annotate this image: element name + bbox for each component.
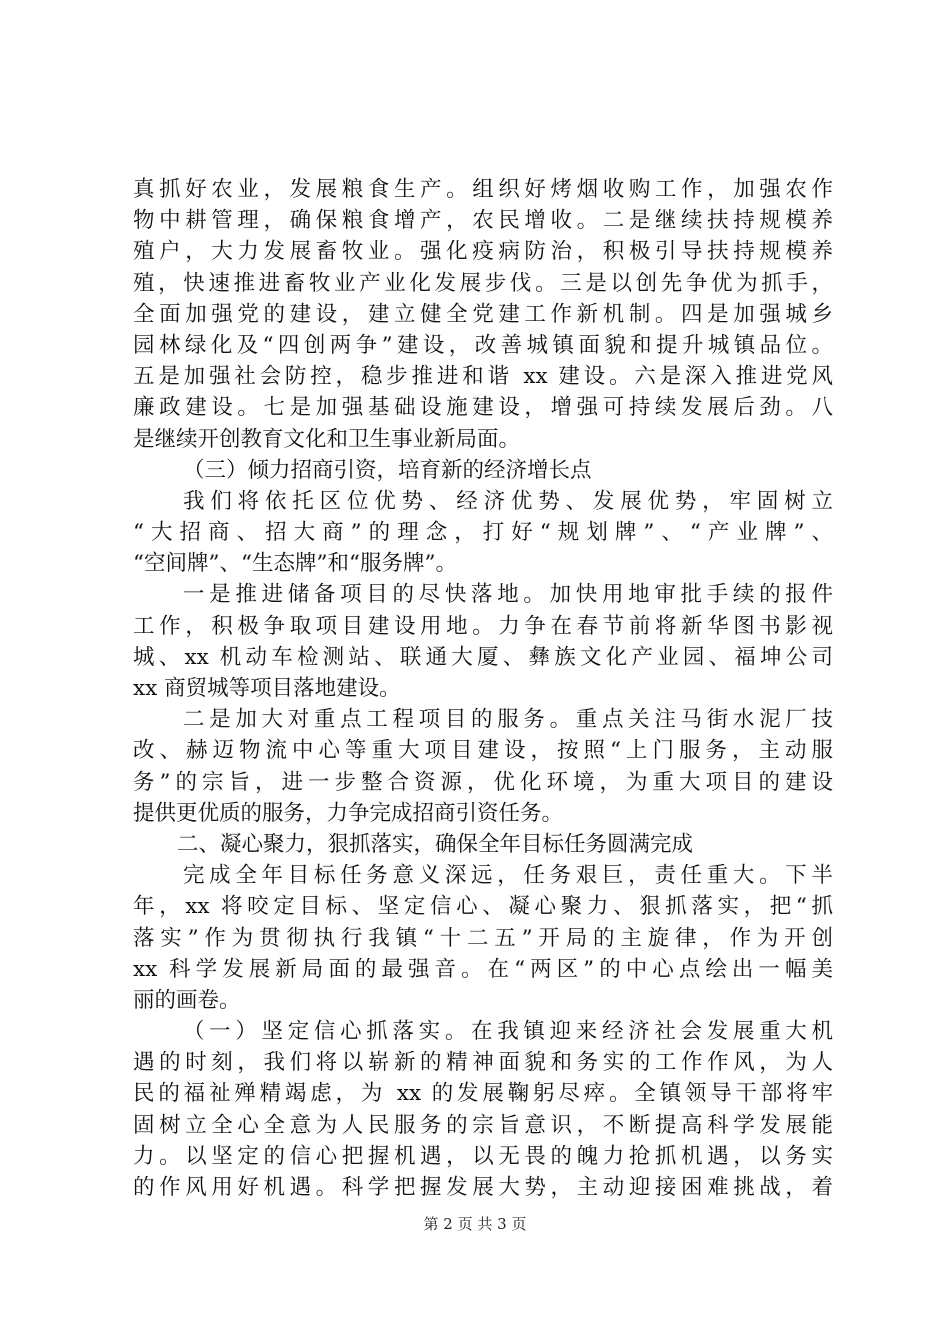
text-line: 提供更优质的服务，力争完成招商引资任务。 bbox=[133, 800, 564, 826]
text-line: 五是加强社会防控，稳步推进和谐 xx 建设。六是深入推进党风 bbox=[133, 364, 833, 390]
text-line: 一是推进储备项目的尽快落地。加快用地审批手续的报件 bbox=[183, 582, 833, 608]
section-heading: 二、凝心聚力，狠抓落实，确保全年目标任务圆满完成 bbox=[177, 831, 694, 857]
text-line: 固树立全心全意为人民服务的宗旨意识，不断提高科学发展能 bbox=[133, 1112, 833, 1138]
text-line: 园林绿化及“四创两争”建设，改善城镇面貌和提升城镇品位。 bbox=[133, 332, 833, 358]
text-line: 工作，积极争取项目建设用地。力争在春节前将新华图书影视 bbox=[133, 613, 833, 639]
page-number-label: 第 2 页 共 3 页 bbox=[423, 1215, 527, 1233]
text-line: 改、赫迈物流中心等重大项目建设，按照“上门服务，主动服 bbox=[133, 738, 833, 764]
text-line: 我们将依托区位优势、经济优势、发展优势，牢固树立 bbox=[183, 488, 833, 514]
text-line: 丽的画卷。 bbox=[133, 987, 241, 1013]
text-line: 殖，快速推进畜牧业产业化发展步伐。三是以创先争优为抓手， bbox=[133, 270, 833, 296]
text-line: 殖户，大力发展畜牧业。强化疫病防治，积极引导扶持规模养 bbox=[133, 239, 833, 265]
text-line: 城、xx 机动车检测站、联通大厦、彝族文化产业园、福坤公司 bbox=[133, 644, 833, 670]
document-body bbox=[133, 174, 833, 1203]
text-line: “空间牌”、“生态牌”和“服务牌”。 bbox=[133, 551, 457, 577]
text-line: xx 商贸城等项目落地建设。 bbox=[133, 676, 401, 701]
text-line: 力。以坚定的信心把握机遇，以无畏的魄力抢抓机遇，以务实 bbox=[133, 1143, 833, 1169]
page-footer bbox=[0, 1214, 950, 1234]
text-line: 是继续开创教育文化和卫生事业新局面。 bbox=[133, 426, 521, 452]
text-line: 落实”作为贯彻执行我镇“十二五”开局的主旋律，作为开创 bbox=[133, 925, 833, 951]
text-line: 的作风用好机遇。科学把握发展大势，主动迎接困难挑战，着 bbox=[133, 1175, 833, 1200]
text-line: 全面加强党的建设，建立健全党建工作新机制。四是加强城乡 bbox=[133, 301, 833, 327]
text-line: （一）坚定信心抓落实。在我镇迎来经济社会发展重大机 bbox=[183, 1019, 833, 1045]
text-line: 年，xx 将咬定目标、坚定信心、凝心聚力、狠抓落实，把“抓 bbox=[133, 894, 833, 920]
text-line: 务”的宗旨，进一步整合资源，优化环境，为重大项目的建设 bbox=[133, 769, 833, 795]
text-line: 廉政建设。七是加强基础设施建设，增强可持续发展后劲。八 bbox=[133, 395, 833, 421]
text-line: 真抓好农业，发展粮食生产。组织好烤烟收购工作，加强农作 bbox=[133, 177, 833, 202]
text-line: 完成全年目标任务意义深远，任务艰巨，责任重大。下半 bbox=[183, 863, 833, 889]
text-line: “大招商、招大商”的理念，打好“规划牌”、“产业牌”、 bbox=[133, 520, 833, 546]
text-line: 物中耕管理，确保粮食增产，农民增收。二是继续扶持规模养 bbox=[133, 208, 833, 234]
text-line: 二是加大对重点工程项目的服务。重点关注马街水泥厂技 bbox=[183, 707, 833, 733]
text-line: xx 科学发展新局面的最强音。在“两区”的中心点绘出一幅美 bbox=[133, 956, 833, 982]
text-line: 遇的时刻，我们将以崭新的精神面貌和务实的工作作风，为人 bbox=[133, 1050, 833, 1076]
section-heading: （三）倾力招商引资，培育新的经济增长点 bbox=[183, 457, 592, 483]
text-line: 民的福祉殚精竭虑，为 xx 的发展鞠躬尽瘁。全镇领导干部将牢 bbox=[133, 1081, 833, 1107]
